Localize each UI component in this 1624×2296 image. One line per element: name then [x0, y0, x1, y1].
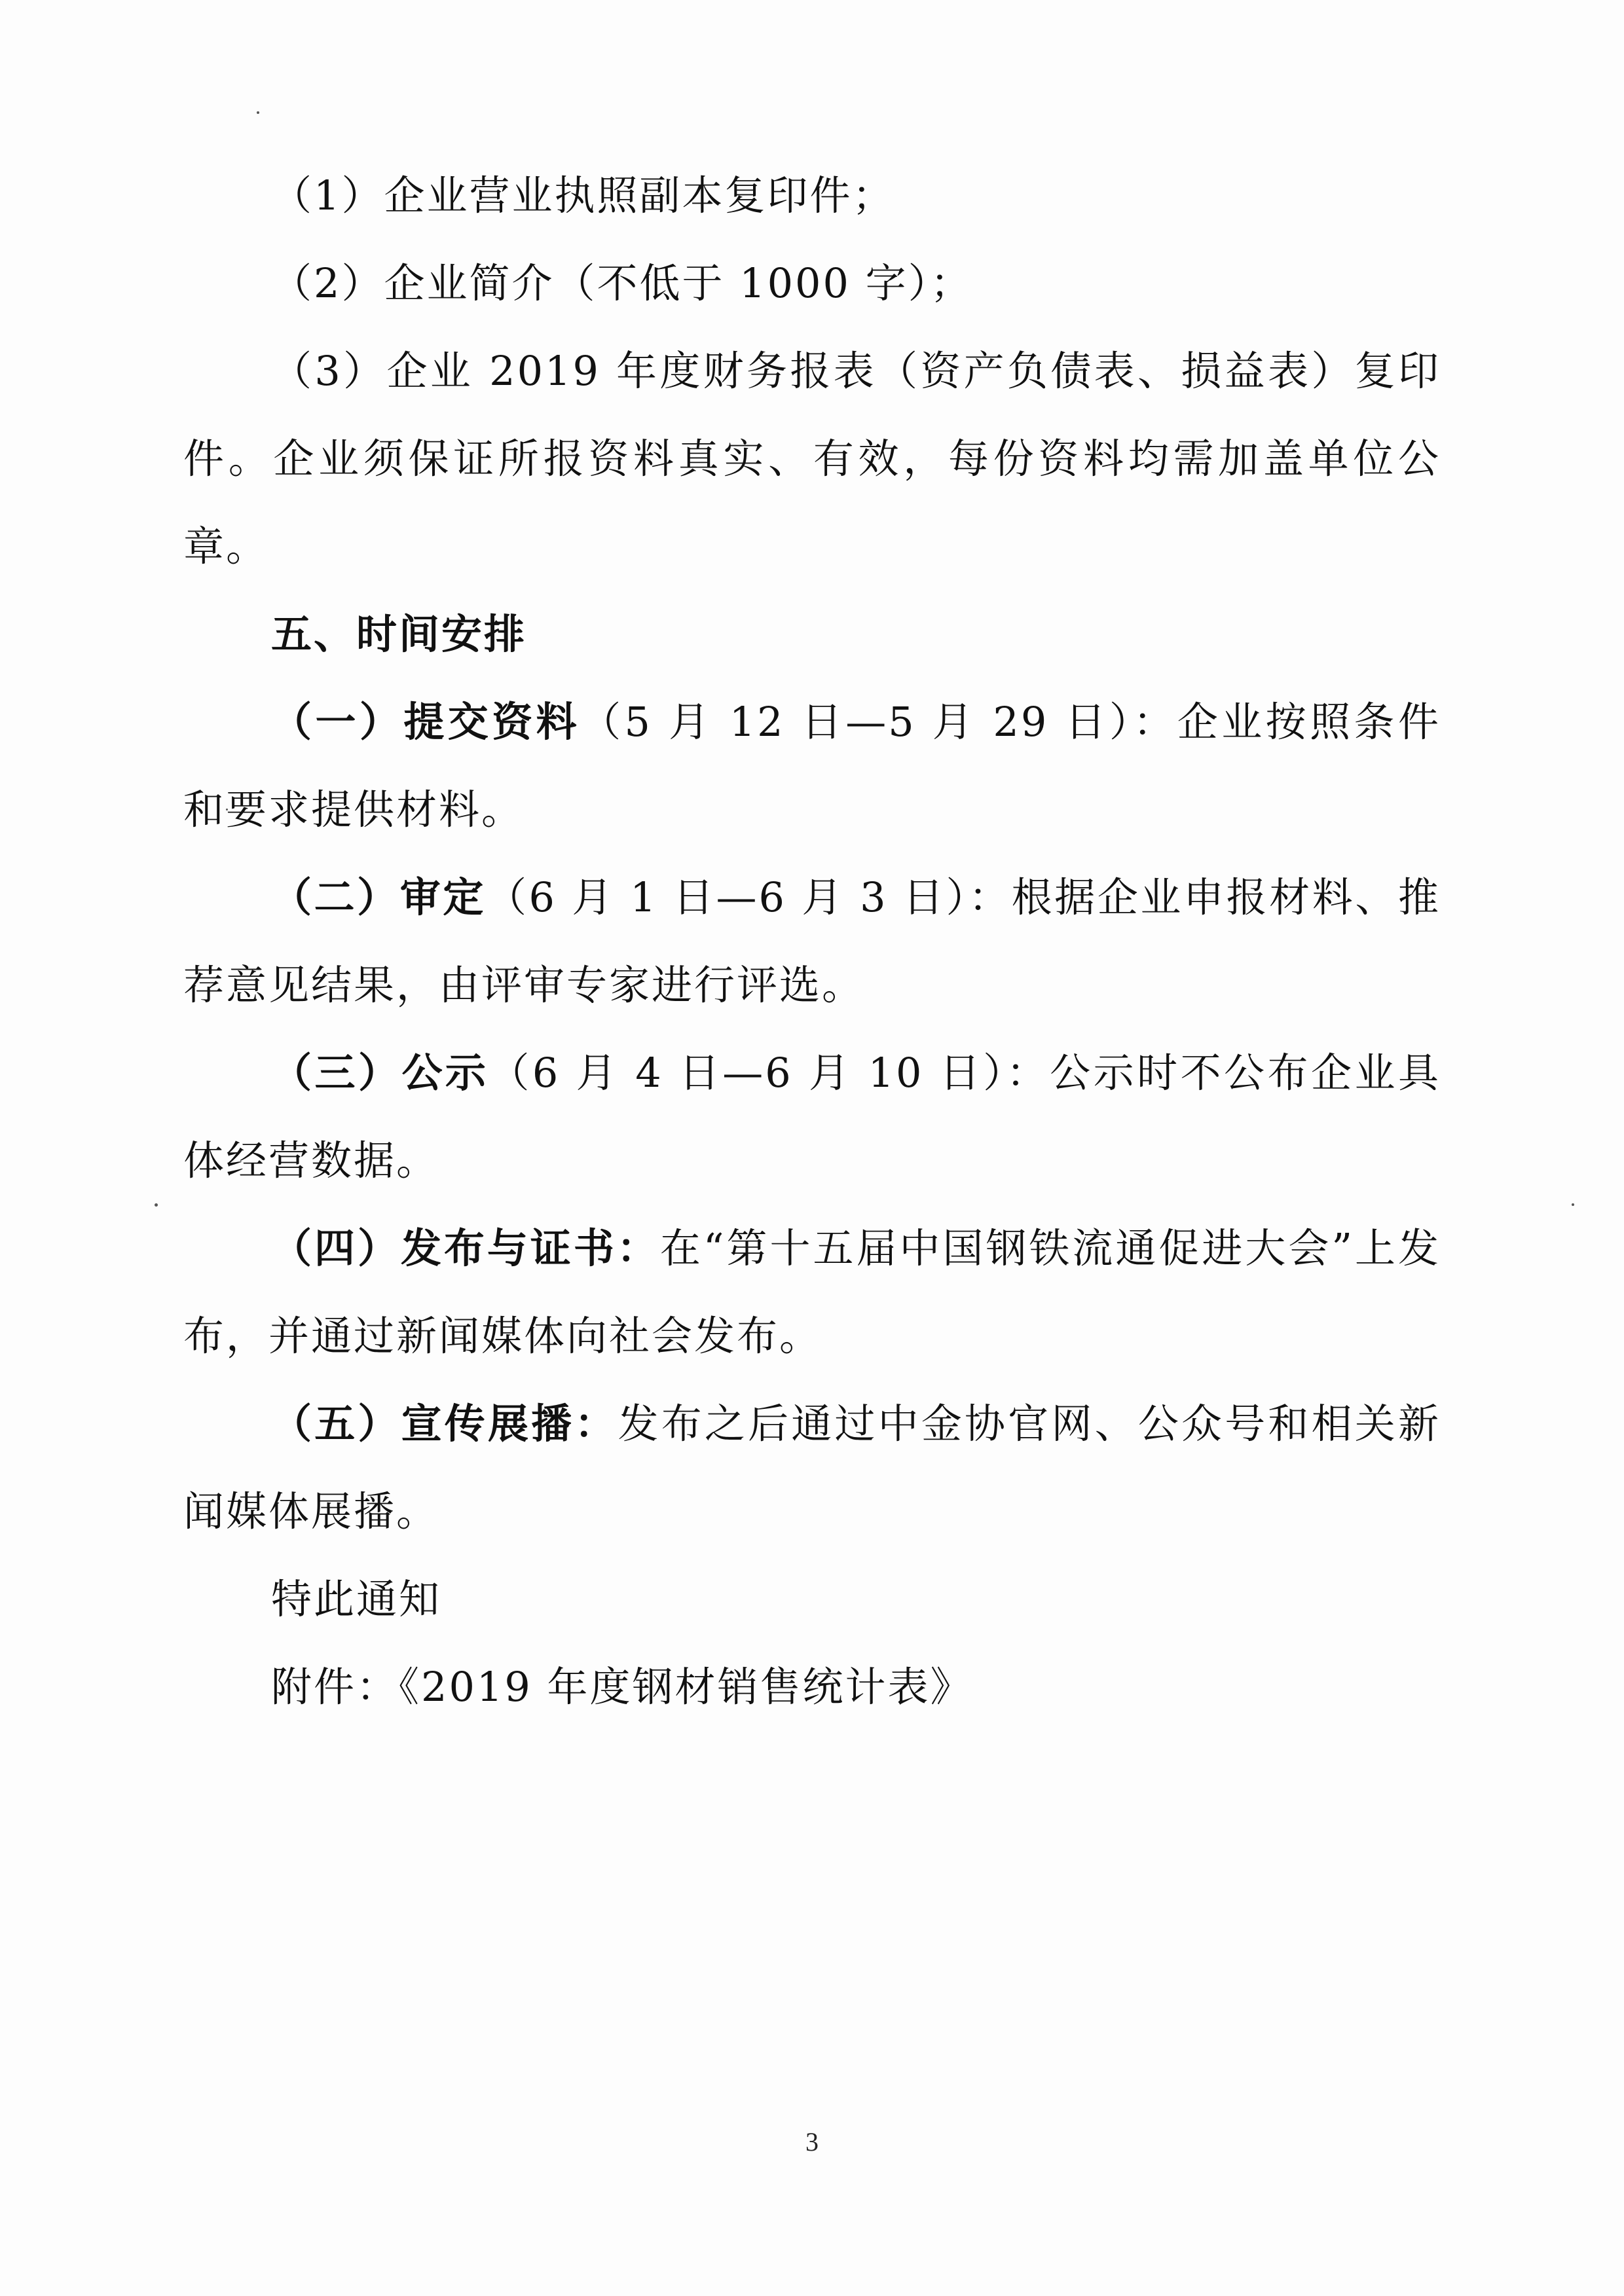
schedule-label: （五）宣传展播：	[271, 1400, 618, 1448]
schedule-text: 发布之后通过中金协官网、公众号和相关新闻媒体展播。	[183, 1400, 1441, 1535]
scan-speck	[257, 111, 259, 114]
closing-line: 特此通知	[271, 1575, 442, 1623]
schedule-item-3	[183, 1029, 1441, 1205]
schedule-item-4	[183, 1205, 1441, 1380]
schedule-text: （5 月 12 日—5 月 29 日）：企业按照条件和要求提供材料。	[183, 698, 1441, 833]
requirement-item-1: （1）企业营业执照副本复印件；	[271, 172, 895, 219]
requirement-item-3: （3）企业 2019 年度财务报表（资产负债表、损益表）复印件。企业须保证所报资料真实、有效，每份资料均需加盖单位公章。	[183, 347, 1441, 570]
schedule-text: （6 月 1 日—6 月 3 日）：根据企业申报材料、推荐意见结果，由评审专家进行评选。	[183, 873, 1441, 1009]
schedule-item-5	[183, 1380, 1441, 1556]
page-number: 3	[805, 2127, 819, 2157]
schedule-label: （三）公示	[271, 1049, 489, 1097]
schedule-label: （一）提交资料	[271, 698, 581, 746]
attachment-line: 附件：《2019 年度钢材销售统计表》	[271, 1663, 973, 1711]
schedule-item-1	[183, 678, 1441, 854]
section-heading: 五、时间安排	[271, 610, 527, 658]
requirement-item-2: （2）企业简介（不低于 1000 字）；	[271, 259, 973, 307]
schedule-text: 在“第十五届中国钢铁流通促进大会”上发布，并通过新闻媒体向社会发布。	[183, 1224, 1441, 1360]
schedule-label: （二）审定	[271, 873, 486, 921]
scan-speck	[155, 1203, 158, 1207]
document-body	[183, 152, 1441, 1731]
schedule-item-2	[183, 854, 1441, 1029]
schedule-text: （6 月 4 日—6 月 10 日）：公示时不公布企业具体经营数据。	[183, 1049, 1441, 1184]
schedule-label: （四）发布与证书：	[271, 1224, 660, 1272]
scan-speck	[1572, 1203, 1574, 1206]
